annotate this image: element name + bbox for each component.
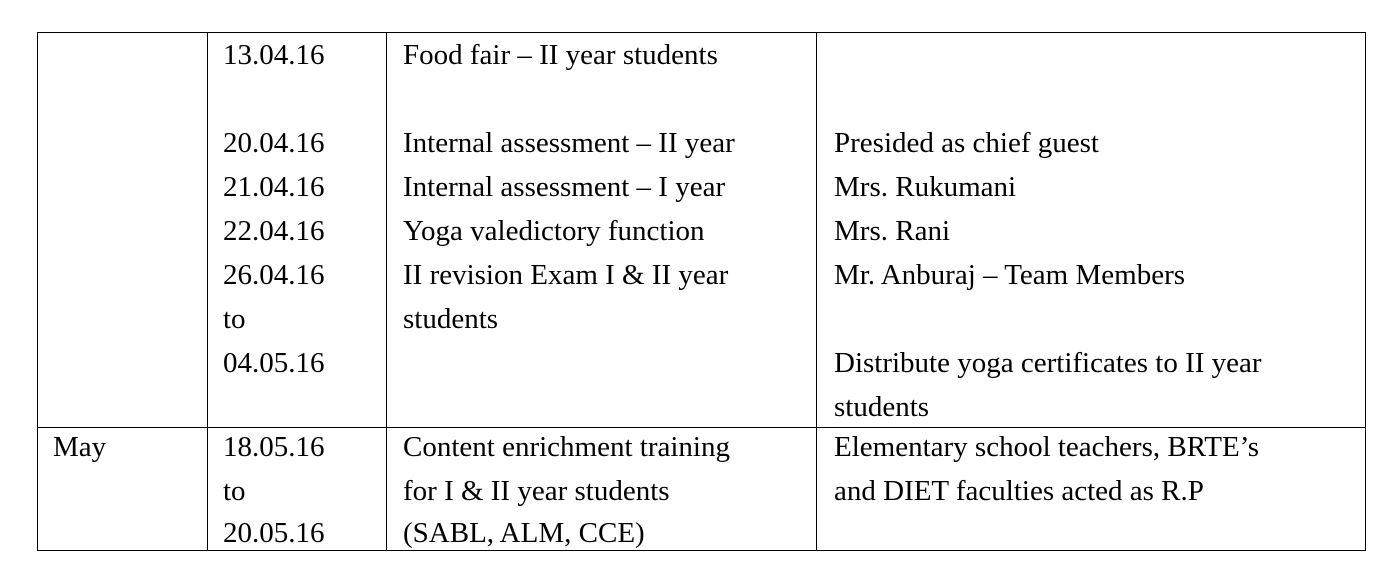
row-2-remark-1: Elementary school teachers, BRTE’s [834,431,1260,463]
row-1-event-3: Internal assessment – II year [403,127,735,159]
row-1-event-6: II revision Exam I & II year [403,259,729,291]
row-1-date-1: 13.04.16 [223,39,325,71]
row-1-remark-9: students [834,391,930,423]
row-2-event-3: (SABL, ALM, CCE) [403,517,645,549]
row-1-remark-8: Distribute yoga certificates to II year [834,347,1262,379]
row-1-event-7: students [403,303,499,335]
column-divider-3 [816,33,817,550]
row-2-month: May [53,431,107,463]
row-1-event-4: Internal assessment – I year [403,171,726,203]
row-1-date-8: 04.05.16 [223,347,325,379]
row-1-remark-3: Presided as chief guest [834,127,1099,159]
row-1-date-5: 22.04.16 [223,215,325,247]
row-2-event-2: for I & II year students [403,475,670,507]
row-2-date-3: 20.05.16 [223,517,325,549]
row-2-date-1: 18.05.16 [223,431,325,463]
row-1-date-6: 26.04.16 [223,259,325,291]
row-1-remark-6: Mr. Anburaj – Team Members [834,259,1186,291]
row-2-event-1: Content enrichment training [403,431,730,463]
schedule-table [37,32,1366,551]
row-1-event-5: Yoga valedictory function [403,215,705,247]
row-2-date-2: to [223,475,246,507]
row-1-date-4: 21.04.16 [223,171,325,203]
row-2-remark-2: and DIET faculties acted as R.P [834,475,1204,507]
row-1-date-3: 20.04.16 [223,127,325,159]
column-divider-2 [386,33,387,550]
row-1-remark-5: Mrs. Rani [834,215,950,247]
row-1-event-1: Food fair – II year students [403,39,718,71]
column-divider-1 [207,33,208,550]
row-1-remark-4: Mrs. Rukumani [834,171,1017,203]
row-1-date-7: to [223,303,246,335]
